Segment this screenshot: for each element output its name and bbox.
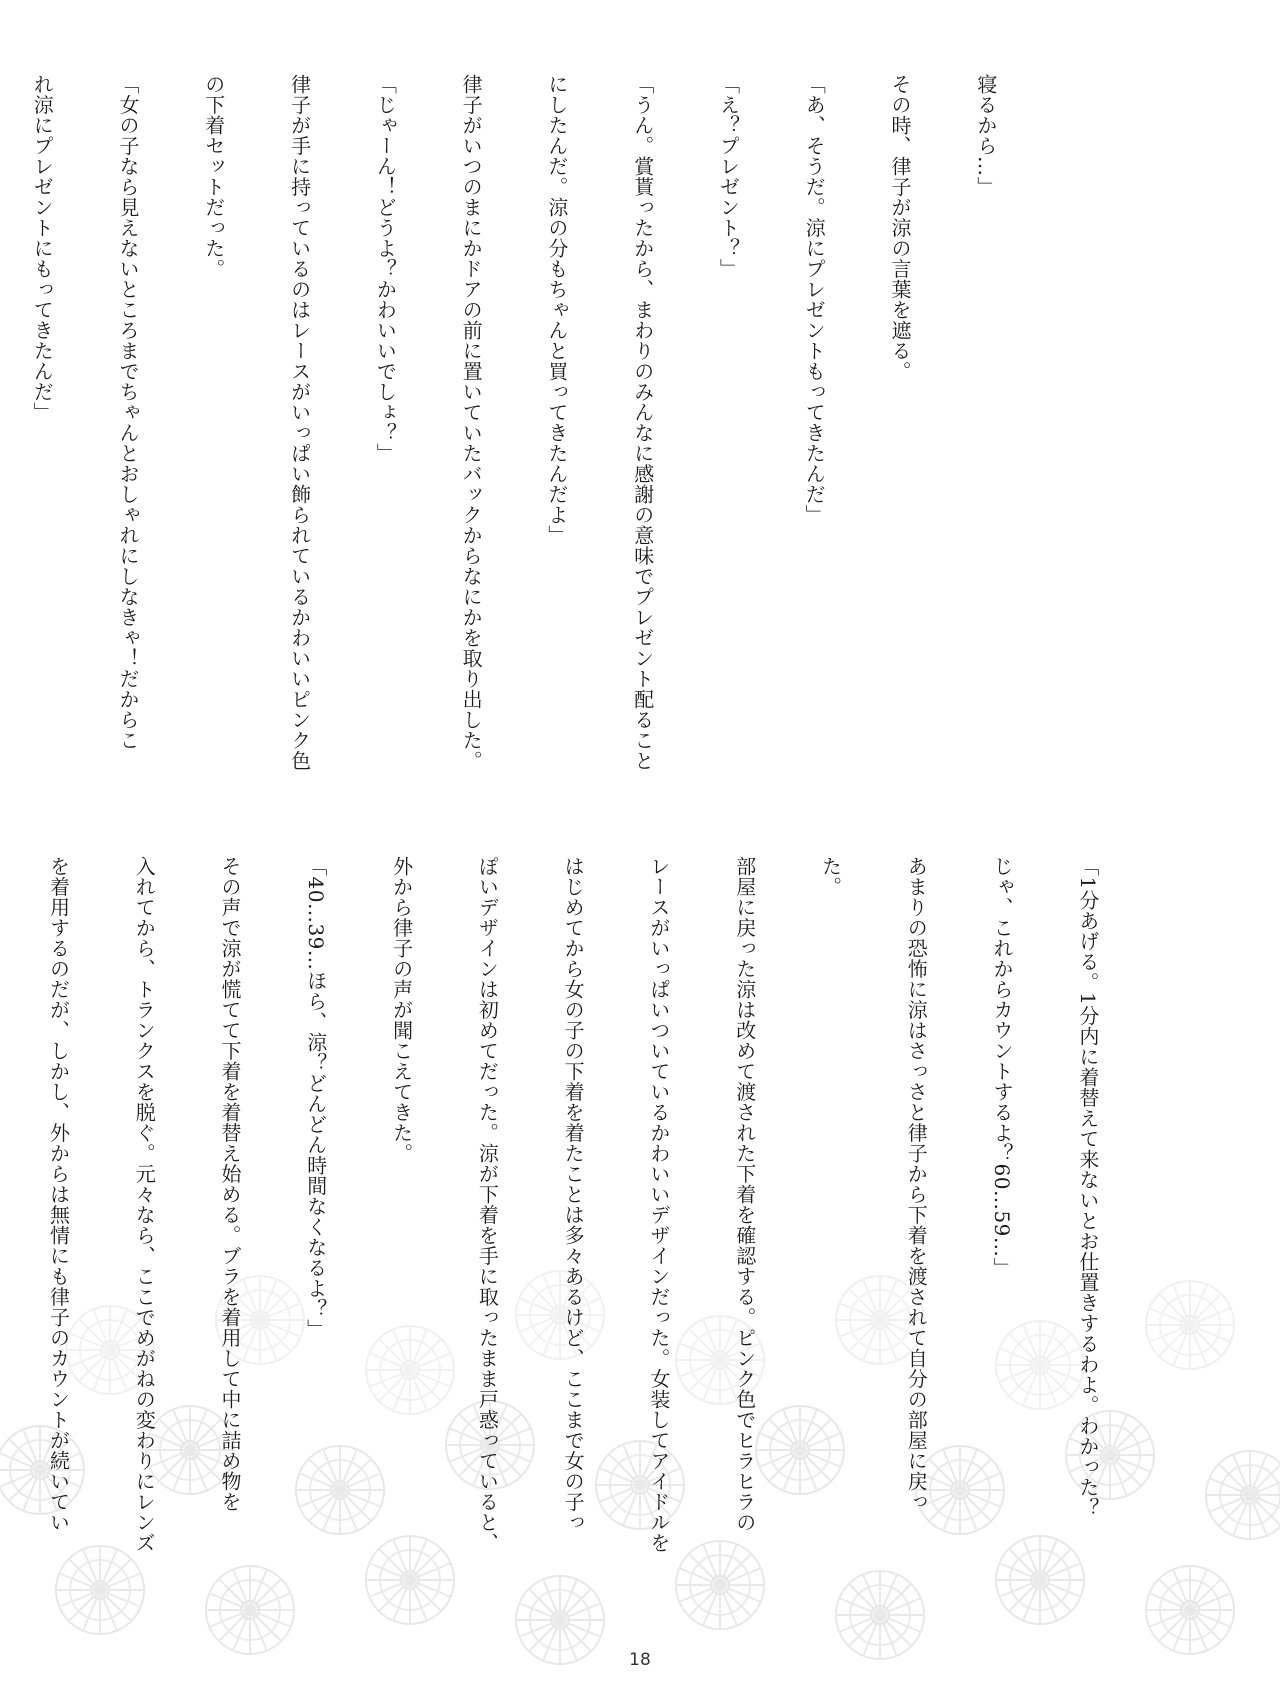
- text-line: その時、律子が涼の言葉を遮る。: [888, 74, 913, 382]
- text-line: 「40…39…ほら、涼？どんどん時間なくなるよ？」: [303, 856, 328, 1340]
- upper-text-block: [30, 74, 1057, 794]
- text-line: を着用するのだが、しかし、外からは無情にも律子のカウントが続いてい: [46, 856, 71, 1533]
- text-line: れ涼にプレゼントにもってきたんだ」: [30, 74, 55, 423]
- text-line: の下着セットだった。: [201, 74, 226, 279]
- text-line: 「じゃーん！どうよ？かわいいでしょ？」: [373, 74, 398, 464]
- text-line: 「うん。賞貰ったから、まわりのみんなに感謝の意味でプレゼント配ること: [630, 74, 655, 771]
- text-line: はじめてから女の子の下着を着たことは多々あるけど、ここまで女の子っ: [561, 856, 586, 1533]
- text-line: にしたんだ。涼の分もちゃんと買ってきたんだよ」: [544, 74, 569, 546]
- lower-text-block: [46, 856, 1159, 1556]
- text-line: 律子がいつのまにかドアの前に置いていたバックからなにかを取り出した。: [459, 74, 484, 771]
- text-line: 律子が手に持っているのはレースがいっぱい飾られているかわいいピンク色: [287, 74, 312, 771]
- text-line: レースがいっぱいついているかわいいデザインだった。女装してアイドルを: [646, 856, 671, 1553]
- text-line: あまりの恐怖に涼はさっさと律子から下着を渡されて自分の部屋に戻っ: [904, 856, 929, 1512]
- text-line: 「1分あげる。1分内に着替えて来ないとお仕置きするわよ。わかった？: [1075, 856, 1100, 1518]
- text-line: 外から律子の声が聞こえてきた。: [389, 856, 414, 1164]
- text-line: 「え？プレゼント？」: [716, 74, 741, 279]
- text-line: 寝るから…」: [973, 74, 998, 197]
- text-line: その声で涼が慌てて下着を着替え始める。ブラを着用して中に詰め物を: [218, 856, 242, 1512]
- page-number: 18: [629, 1650, 651, 1670]
- text-line: ぽいデザインは初めてだった。涼が下着を手に取ったまま戸惑っていると、: [475, 856, 500, 1553]
- text-line: 「あ、そうだ。涼にプレゼントもってきたんだ」: [802, 74, 827, 525]
- text-line: 「女の子なら見えないところまでちゃんとおしゃれにしなきゃ！だからこ: [116, 74, 140, 751]
- text-line: た。: [818, 856, 843, 897]
- text-line: 部屋に戻った涼は改めて渡された下着を確認する。ピンク色でヒラヒラの: [732, 856, 757, 1533]
- text-line: じゃ、これからカウントするよ？60…59…」: [990, 856, 1015, 1278]
- text-line: 入れてから、トランクスを脱ぐ。元々なら、ここでめがねの変わりにレンズ: [132, 856, 157, 1553]
